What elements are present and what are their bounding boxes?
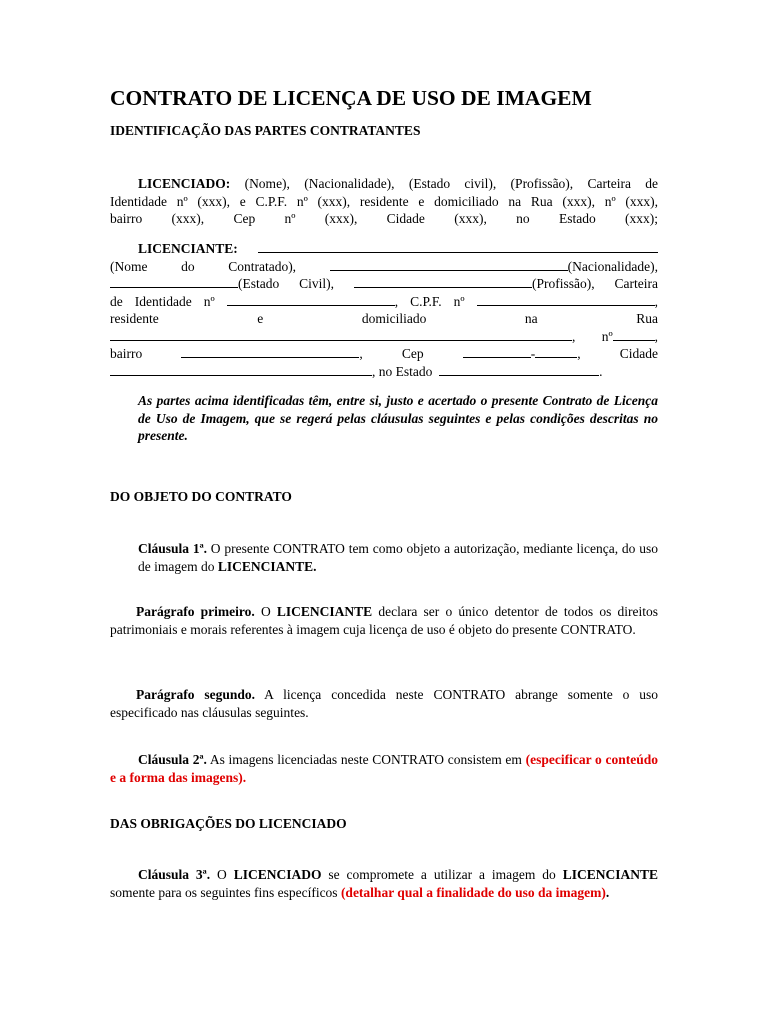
licenciante-label: LICENCIANTE: — [138, 241, 238, 256]
licenciante-line-3: (Estado Civil), (Profissão), Carteira — [110, 275, 658, 293]
licenciado-line-1: LICENCIADO: (Nome), (Nacionalidade), (Estado civil), (Profissão), Carteira de — [138, 176, 658, 191]
licenciado-line-3: bairro (xxx), Cep nº (xxx), Cidade (xxx), no Estado (xxx); — [110, 211, 658, 226]
blank-field — [227, 293, 395, 306]
blank-field — [439, 363, 599, 376]
blank-field — [354, 275, 532, 288]
licenciado-line-2: Identidade nº (xxx), e C.P.F. nº (xxx), residente e domiciliado na Rua (xxx), nº (xxx), — [110, 193, 658, 209]
licenciante-line-4: de Identidade nº , C.P.F. nº , — [110, 293, 658, 309]
licenciante-line-6: , nº , — [110, 328, 658, 346]
paragrafo-primeiro: Parágrafo primeiro. O LICENCIANTE declara ser o único detentor de todos os direitos patrimoniais e morais referentes à imagem cuja licença de uso é objeto do presente CONTRATO. — [110, 604, 659, 637]
blank-field — [258, 240, 658, 253]
section-heading-obligations: DAS OBRIGAÇÕES DO LICENCIADO — [110, 816, 347, 831]
blank-field — [463, 345, 531, 358]
licenciante-paragraph — [110, 240, 658, 380]
clausula-1: Cláusula 1ª. O presente CONTRATO tem como objeto a autorização, mediante licença, do uso de imagem do LICENCIANTE. — [138, 541, 658, 574]
blank-field — [477, 293, 655, 306]
blank-field — [613, 328, 655, 341]
clausula-2: Cláusula 2ª. As imagens licenciadas neste CONTRATO consistem em (especificar o conteúdo e a forma das imagens). — [110, 752, 658, 785]
clausula-3: Cláusula 3ª. O LICENCIADO se compromete a utilizar a imagem do LICENCIANTE somente para os seguintes fins específicos (detalhar qual a finalidade do uso da imagem). — [110, 867, 659, 900]
blank-field — [110, 328, 572, 341]
licenciante-line-5: residente e domiciliado na Rua — [110, 311, 658, 326]
blank-field — [181, 345, 359, 358]
blank-field — [330, 258, 568, 271]
paragrafo-segundo: Parágrafo segundo. A licença concedida neste CONTRATO abrange somente o uso especificado nas cláusulas seguintes. — [110, 687, 658, 720]
licenciante-line-1 — [110, 240, 658, 258]
blank-field — [535, 345, 577, 358]
intro-paragraph: As partes acima identificadas têm, entre si, justo e acertado o presente Contrato de Licença de Uso de Imagem, que se regerá pelas cláusulas seguintes e pelas condições descritas no presente. — [138, 393, 658, 443]
licenciado-paragraph — [110, 175, 658, 228]
document-page — [110, 0, 658, 1024]
document-title: CONTRATO DE LICENÇA DE USO DE IMAGEM — [110, 86, 592, 110]
section-heading-object: DO OBJETO DO CONTRATO — [110, 489, 292, 504]
licenciante-line-7: bairro , Cep - , Cidade — [110, 346, 658, 361]
blank-field — [110, 275, 238, 288]
licenciante-line-8: , no Estado . — [110, 363, 658, 381]
licenciante-line-2: (Nome do Contratado), (Nacionalidade), — [110, 258, 658, 274]
section-heading-parties: IDENTIFICAÇÃO DAS PARTES CONTRATANTES — [110, 123, 421, 138]
blank-field — [110, 363, 372, 376]
licenciado-label: LICENCIADO: — [138, 176, 231, 191]
